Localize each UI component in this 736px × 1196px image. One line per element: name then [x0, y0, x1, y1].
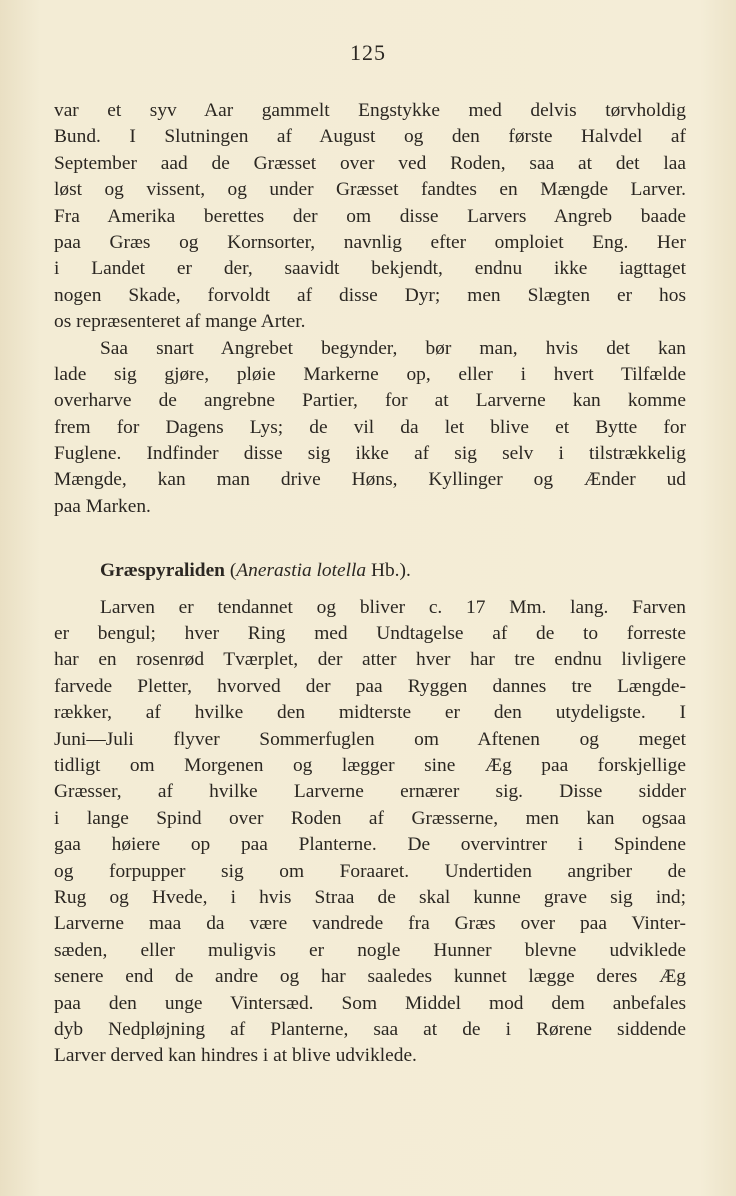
text-line: rækker, af hvilke den midterste er den utydeligste. I [54, 702, 686, 724]
heading-author: Hb.). [366, 560, 411, 582]
text-line: og forpupper sig om Foraaret. Undertiden angriber de [54, 860, 686, 882]
text-line: lade sig gjøre, pløie Markerne op, eller i hvert Tilfælde [54, 363, 686, 385]
text-line: Saa snart Angrebet begynder, bør man, hvis det kan [100, 337, 686, 359]
body-text [54, 98, 686, 1070]
text-line: var et syv Aar gammelt Engstykke med delvis tørvholdig [54, 100, 686, 121]
page-number: 125 [350, 40, 386, 65]
text-line: tidligt om Morgenen og lægger sine Æg paa forskjellige [54, 754, 686, 776]
text-line: Larven er tendannet og bliver c. 17 Mm. lang. Farven [100, 596, 686, 618]
text-line: September aad de Græsset over ved Roden, saa at det laa [54, 152, 686, 174]
text-line: i Landet er der, saavidt bekjendt, endnu ikke iagttaget [54, 258, 686, 280]
text-line: paa Græs og Kornsorter, navnlig efter omploiet Eng. Her [54, 231, 686, 253]
text-line: frem for Dagens Lys; de vil da let blive et Bytte for [54, 416, 686, 438]
text-line: Juni—Juli flyver Sommerfuglen om Aftenen og meget [54, 728, 686, 750]
paragraph-3 [54, 595, 686, 1070]
text-line: paa den unge Vintersæd. Som Middel mod dem anbefales [54, 992, 686, 1014]
text-line: Bund. I Slutningen af August og den første Halvdel af [54, 126, 686, 148]
text-line: Græsser, af hvilke Larverne ernærer sig. Disse sidder [54, 781, 686, 803]
section-spacer [54, 520, 686, 558]
text-line: overharve de angrebne Partier, for at Larverne kan komme [54, 390, 686, 412]
section-heading [54, 558, 686, 584]
paragraph-1 [54, 98, 686, 336]
text-line: senere end de andre og har saaledes kunnet lægge deres Æg [54, 966, 686, 988]
text-line: Larver derved kan hindres i at blive udviklede. [54, 1045, 417, 1067]
heading-open-paren: ( [224, 560, 237, 582]
text-line: farvede Pletter, hvorved der paa Ryggen dannes tre Længde- [54, 675, 686, 697]
text-line: nogen Skade, forvoldt af disse Dyr; men Slægten er hos [54, 284, 686, 306]
text-line: i lange Spind over Roden af Græsserne, men kan ogsaa [54, 807, 686, 829]
text-line: løst og vissent, og under Græsset fandtes en Mængde Larver. [54, 179, 686, 201]
text-line: gaa høiere op paa Planterne. De overvintrer i Spindene [54, 834, 686, 856]
text-line: Rug og Hvede, i hvis Straa de skal kunne grave sig ind; [54, 886, 686, 908]
text-line: Fra Amerika berettes der om disse Larvers Angreb baade [54, 205, 686, 227]
text-line: har en rosenrød Tværplet, der atter hver har tre endnu livligere [54, 649, 686, 671]
text-line: os repræsenteret af mange Arter. [54, 311, 306, 333]
text-line: sæden, eller muligvis er nogle Hunner blevne udviklede [54, 939, 686, 961]
heading-latin-name: Anerastia lotella [236, 560, 367, 582]
text-line: er bengul; hver Ring med Undtagelse af de to forreste [54, 623, 686, 645]
heading-name: Græspyraliden [100, 560, 225, 582]
text-line: Fuglene. Indfinder disse sig ikke af sig selv i tilstrækkelig [54, 443, 686, 465]
text-line: Mængde, kan man drive Høns, Kyllinger og Ænder ud [54, 469, 686, 491]
text-line: paa Marken. [54, 495, 151, 517]
text-line: Larverne maa da være vandrede fra Græs over paa Vinter- [54, 913, 686, 935]
paragraph-2 [54, 336, 686, 521]
text-line: dyb Nedpløjning af Planterne, saa at de i Rørene siddende [54, 1018, 686, 1040]
